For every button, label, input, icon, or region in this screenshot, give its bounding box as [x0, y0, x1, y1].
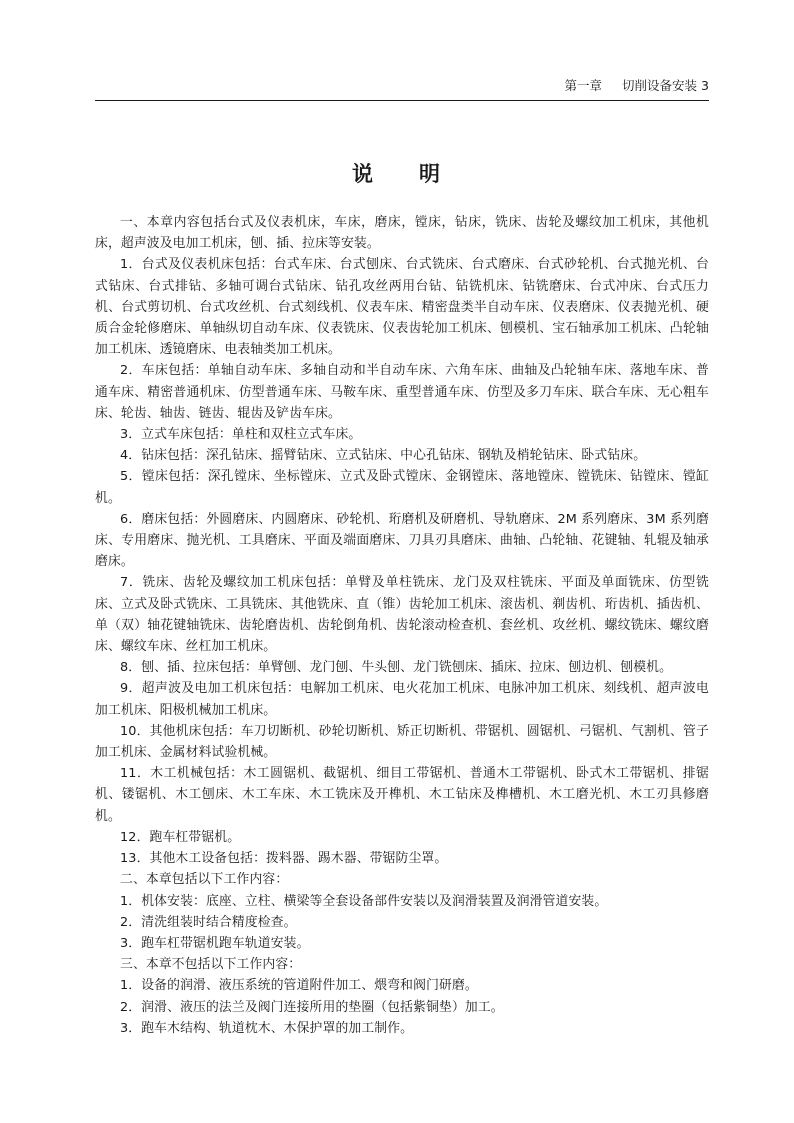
- page-number: 3: [701, 78, 709, 93]
- paragraph: 2．清洗组装时结合精度检查。: [120, 914, 297, 930]
- paragraph: 一、本章内容包括台式及仪表机床，车床，磨床，镗床，钻床，铣床、齿轮及螺纹加工机床，其他机床，超声波及电加工机床，刨、插、拉床等安装。: [95, 215, 709, 252]
- title-char-1: 说: [352, 162, 375, 186]
- body-text: [95, 212, 709, 1039]
- chapter-label: 第一章: [564, 78, 603, 93]
- paragraph: 三、本章不包括以下工作内容：: [120, 957, 302, 973]
- paragraph: 3．立式车床包括：单柱和双柱立式车床。: [120, 427, 362, 443]
- paragraph: 2．车床包括：单轴自动车床、多轴自动和半自动车床、六角车床、曲轴及凸轮轴车床、落地车床、普通车床、精密普通机床、仿型普通车床、马鞍车床、重型普通车床、仿型及多刀车床、联合车床、无心粗车床、轮齿、轴齿、链齿、辊齿及铲齿车床。: [95, 363, 709, 421]
- paragraph: 1．台式及仪表机床包括：台式车床、台式刨床、台式铣床、台式磨床、台式砂轮机、台式抛光机、台式钻床、台式排钻、多轴可调台式钻床、钻孔攻丝两用台钻、钻铣机床、钻铣磨床、台式冲床、台式压力机、台式剪切机、台式攻丝机、台式刻线机、仪表车床、精密盘类半自动车床、仪表磨床、仪表抛光机、硬质合金轮修磨床、单轴纵切自动车床、仪表铣床、仪表齿轮加工机床、刨模机、宝石轴承加工机床、凸轮轴加工机床、透镜磨床、电表轴类加工机床。: [95, 257, 709, 358]
- paragraph: 4．钻床包括：深孔钻床、摇臂钻床、立式钻床、中心孔钻床、钢轨及梢轮钻床、卧式钻床。: [120, 448, 647, 464]
- paragraph: 3．跑车杠带锯机跑车轨道安装。: [120, 935, 310, 951]
- paragraph: 11．木工机械包括：木工圆锯机、截锯机、细目工带锯机、普通木工带锯机、卧式木工带锯机、排锯机、镂锯机、木工刨床、木工车床、木工铣床及开榫机、木工钻床及榫槽机、木工磨光机、木工刃具修磨机。: [95, 766, 709, 824]
- running-header: [95, 78, 709, 102]
- paragraph: 1．设备的润滑、液压系统的管道附件加工、煨弯和阀门研磨。: [120, 978, 478, 994]
- paragraph: 6．磨床包括：外圆磨床、内圆磨床、砂轮机、珩磨机及研磨机、导轨磨床、2M 系列磨床、3M 系列磨床、专用磨床、抛光机、工具磨床、平面及端面磨床、刀具刃具磨床、曲轴、凸轮轴、花键轴、轧辊及轴承磨床。: [95, 511, 709, 570]
- paragraph: 1．机体安装：底座、立柱、横梁等全套设备部件安装以及润滑装置及润滑管道安装。: [120, 893, 608, 909]
- paragraph: 13．其他木工设备包括：拨料器、踢木器、带锯防尘罩。: [120, 851, 448, 867]
- header-rule: [95, 100, 709, 101]
- paragraph: 12．跑车杠带锯机。: [120, 829, 241, 845]
- paragraph: 5．镗床包括：深孔镗床、坐标镗床、立式及卧式镗床、金钢镗床、落地镗床、镗铣床、钻镗床、镗缸机。: [95, 469, 709, 506]
- paragraph: 2．润滑、液压的法兰及阀门连接所用的垫圈（包括紫铜垫）加工。: [120, 999, 504, 1015]
- paragraph: 二、本章包括以下工作内容：: [120, 872, 289, 888]
- section-title: 切削设备安装: [622, 78, 698, 93]
- paragraph: 10．其他机床包括：车刀切断机、砂轮切断机、矫正切断机、带锯机、圆锯机、弓锯机、气割机、管子加工机床、金属材料试验机械。: [95, 723, 709, 761]
- paragraph: 3．跑车木结构、轨道枕木、木保护罩的加工制作。: [120, 1020, 414, 1036]
- paragraph: 8．刨、插、拉床包括：单臂刨、龙门刨、牛头刨、龙门铣刨床、插床、拉床、刨边机、刨模机。: [120, 660, 673, 676]
- paragraph: 9．超声波及电加工机床包括：电解加工机床、电火花加工机床、电脉冲加工机床、刻线机、超声波电加工机床、阳极机械加工机床。: [95, 681, 709, 718]
- paragraph: 7．铣床、齿轮及螺纹加工机床包括：单臂及单柱铣床、龙门及双柱铣床、平面及单面铣床、仿型铣床、立式及卧式铣床、工具铣床、其他铣床、直（锥）齿轮加工机床、滚齿机、剃齿机、珩齿机、插齿机、单（双）轴花键轴铣床、齿轮磨齿机、齿轮倒角机、齿轮滚动检查机、套丝机、攻丝机、螺纹铣床、螺纹磨床、螺纹车床、丝杠加工机床。: [95, 575, 709, 655]
- page-title: [0, 160, 794, 188]
- title-char-2: 明: [419, 162, 442, 186]
